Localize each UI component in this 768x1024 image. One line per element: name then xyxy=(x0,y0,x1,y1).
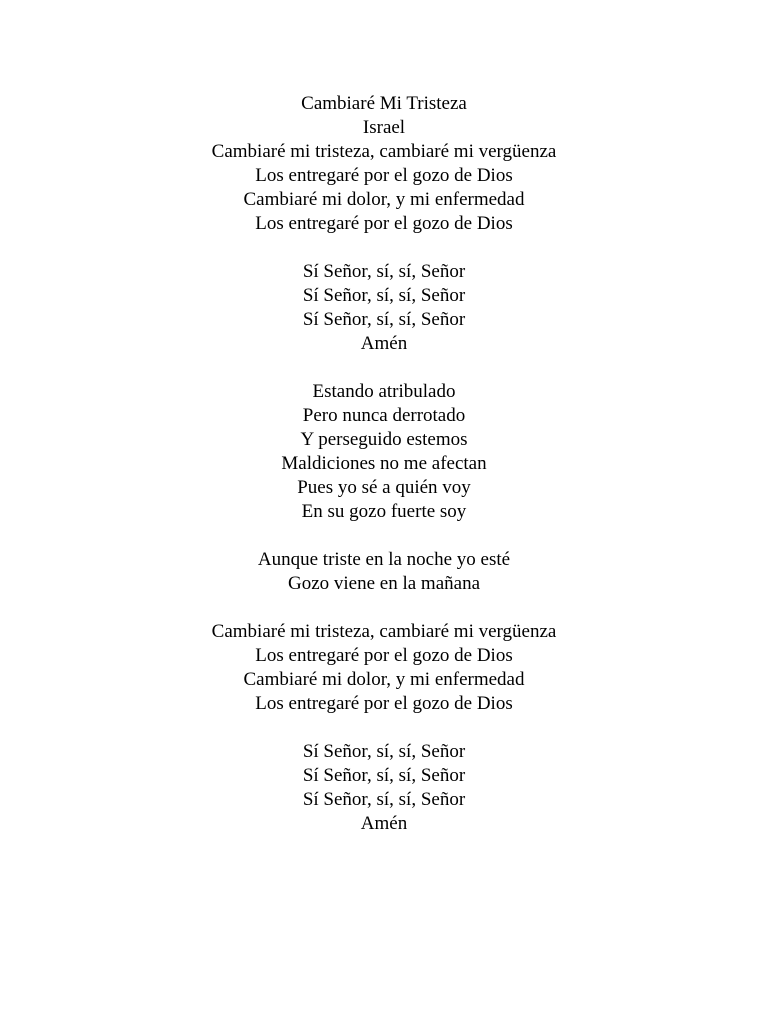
stanza-gap xyxy=(0,524,768,548)
lyric-line: Maldiciones no me afectan xyxy=(281,453,487,474)
stanza-gap xyxy=(0,716,768,740)
stanza-6 xyxy=(0,740,768,836)
lyric-line: Cambiaré mi tristeza, cambiaré mi vergüenza xyxy=(211,141,557,162)
lyric-line: Cambiaré mi tristeza, cambiaré mi vergüenza xyxy=(211,621,557,642)
song-title: Cambiaré Mi Tristeza xyxy=(301,93,467,114)
lyric-line: Sí Señor, sí, sí, Señor xyxy=(302,261,466,282)
lyrics-block xyxy=(0,92,768,836)
lyric-line: Sí Señor, sí, sí, Señor xyxy=(302,789,466,810)
stanza-gap xyxy=(0,236,768,260)
lyric-line: Y perseguido estemos xyxy=(300,429,468,450)
stanza-5 xyxy=(0,620,768,716)
lyric-line: Los entregaré por el gozo de Dios xyxy=(255,645,513,666)
stanza-1 xyxy=(0,140,768,236)
stanza-gap xyxy=(0,356,768,380)
stanza-4 xyxy=(0,548,768,596)
lyric-line: Cambiaré mi dolor, y mi enfermedad xyxy=(243,669,525,690)
lyric-line: Pues yo sé a quién voy xyxy=(297,477,471,498)
lyric-line: Sí Señor, sí, sí, Señor xyxy=(302,765,466,786)
stanza-3 xyxy=(0,380,768,524)
lyric-line: Estando atribulado xyxy=(312,381,456,402)
lyric-line: Sí Señor, sí, sí, Señor xyxy=(302,309,466,330)
lyric-line: Los entregaré por el gozo de Dios xyxy=(255,693,513,714)
lyric-line: Amén xyxy=(360,333,408,354)
song-artist: Israel xyxy=(362,117,406,138)
stanza-gap xyxy=(0,596,768,620)
lyric-line: Pero nunca derrotado xyxy=(302,405,466,426)
lyric-line: Amén xyxy=(360,813,408,834)
lyric-line: Los entregaré por el gozo de Dios xyxy=(255,165,513,186)
lyric-line: Sí Señor, sí, sí, Señor xyxy=(302,285,466,306)
lyric-line: Los entregaré por el gozo de Dios xyxy=(255,213,513,234)
lyric-line: Sí Señor, sí, sí, Señor xyxy=(302,741,466,762)
stanza-2 xyxy=(0,260,768,356)
lyric-line: Cambiaré mi dolor, y mi enfermedad xyxy=(243,189,525,210)
lyric-line: En su gozo fuerte soy xyxy=(301,501,467,522)
lyric-line: Gozo viene en la mañana xyxy=(287,573,481,594)
lyric-line: Aunque triste en la noche yo esté xyxy=(257,549,511,570)
